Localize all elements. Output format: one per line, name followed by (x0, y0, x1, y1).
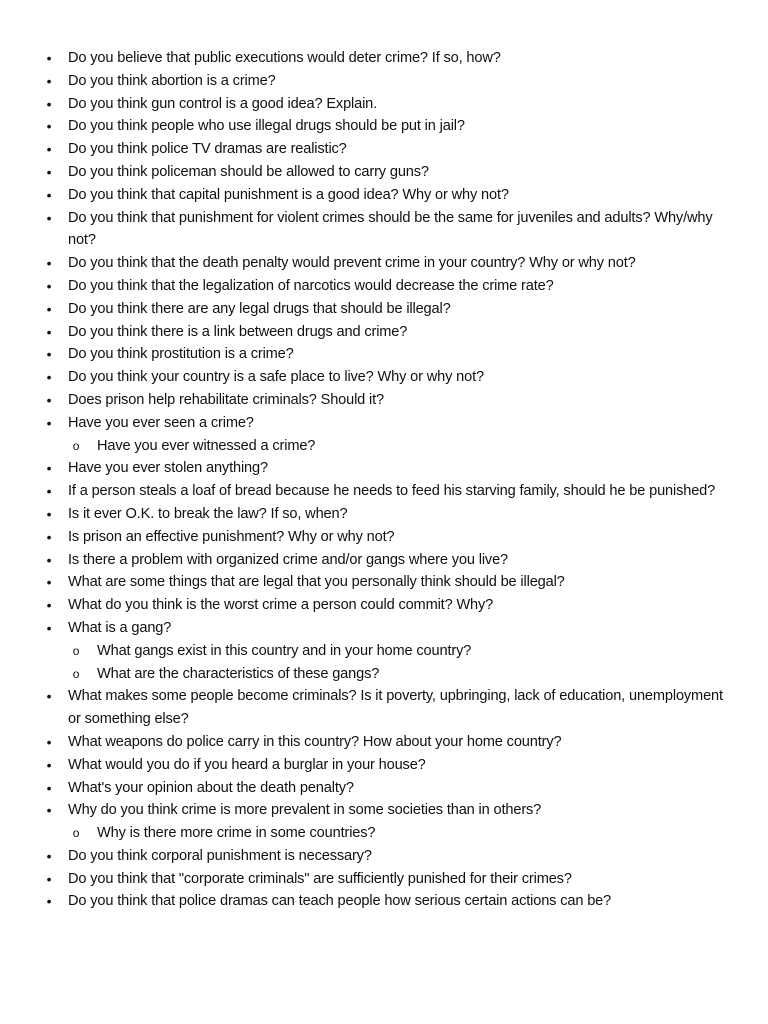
question-item (0, 184, 768, 207)
bullet-icon: • (46, 893, 52, 910)
bullet-icon: • (46, 323, 52, 340)
question-text: If a person steals a loaf of bread because he needs to feed his starving family, should he be punished? (68, 483, 716, 500)
bullet-icon: • (46, 163, 52, 180)
question-text: Do you think that police dramas can teach people how serious certain actions can be? (68, 893, 612, 910)
question-text: Does prison help rehabilitate criminals? Should it? (68, 391, 385, 408)
bullet-icon: • (46, 414, 52, 431)
bullet-icon: • (46, 733, 52, 750)
question-item (0, 845, 768, 868)
hollow-bullet-icon: o (72, 666, 80, 681)
bullet-icon: • (46, 72, 52, 89)
question-item (0, 321, 768, 344)
bullet-icon: • (46, 483, 52, 500)
bullet-icon: • (46, 847, 52, 864)
bullet-icon: • (46, 95, 52, 112)
question-text: Do you think prostitution is a crime? (68, 346, 294, 363)
bullet-icon: • (46, 391, 52, 408)
question-text: Do you think gun control is a good idea? Explain. (68, 95, 378, 112)
question-text: Why is there more crime in some countries? (97, 825, 376, 842)
bullet-icon: • (46, 597, 52, 614)
bullet-icon: • (46, 528, 52, 545)
question-text: Why do you think crime is more prevalent in some societies than in others? (68, 802, 542, 819)
question-text: Do you think your country is a safe place to live? Why or why not? (68, 369, 484, 386)
question-item (0, 47, 768, 70)
bullet-icon: • (46, 255, 52, 272)
question-text: Do you think there are any legal drugs that should be illegal? (68, 300, 451, 317)
question-item (0, 93, 768, 116)
question-item (0, 275, 768, 298)
question-text: What gangs exist in this country and in your home country? (97, 642, 472, 659)
question-text: Is there a problem with organized crime and/or gangs where you live? (68, 551, 509, 568)
question-text: Have you ever seen a crime? (68, 414, 254, 431)
question-item (0, 890, 768, 913)
bullet-icon: • (46, 346, 52, 363)
bullet-icon: • (46, 688, 52, 705)
question-text: Do you think that the death penalty would prevent crime in your country? Why or why not? (68, 255, 636, 272)
question-item (0, 480, 768, 503)
question-item (0, 252, 768, 275)
question-item (0, 343, 768, 366)
bullet-icon: • (46, 186, 52, 203)
question-text: Do you think policeman should be allowed to carry guns? (68, 163, 429, 180)
question-item (0, 457, 768, 480)
question-text: Do you think that capital punishment is a good idea? Why or why not? (68, 186, 509, 203)
question-text: Have you ever stolen anything? (68, 460, 268, 477)
question-text: What weapons do police carry in this country? How about your home country? (68, 733, 562, 750)
question-item (0, 161, 768, 184)
question-text: Do you think corporal punishment is necessary? (68, 847, 372, 864)
question-text: Do you believe that public executions would deter crime? If so, how? (68, 50, 501, 66)
question-item (0, 549, 768, 572)
question-text: What would you do if you heard a burglar in your house? (68, 756, 426, 773)
bullet-icon: • (46, 802, 52, 819)
question-item (0, 868, 768, 891)
question-item (0, 366, 768, 389)
sub-question-item (0, 822, 768, 845)
question-text: Is it ever O.K. to break the law? If so, when? (68, 505, 348, 522)
sub-question-item (0, 640, 768, 663)
sub-question-item (0, 663, 768, 686)
bullet-icon: • (46, 460, 52, 477)
question-text: What is a gang? (68, 619, 172, 636)
bullet-icon: • (46, 870, 52, 887)
question-item (0, 503, 768, 526)
hollow-bullet-icon: o (72, 826, 80, 841)
bullet-icon: • (46, 300, 52, 317)
question-item (0, 777, 768, 800)
question-list (0, 47, 768, 913)
question-text: Do you think there is a link between drugs and crime? (68, 323, 408, 340)
question-text: Is prison an effective punishment? Why or why not? (68, 528, 395, 545)
question-item (0, 298, 768, 321)
question-item (0, 617, 768, 640)
question-text: What makes some people become criminals? Is it poverty, upbringing, lack of education, unemployment or something else? (68, 688, 723, 728)
bullet-icon: • (46, 277, 52, 294)
question-text: Do you think abortion is a crime? (68, 72, 276, 89)
question-item (0, 594, 768, 617)
question-item (0, 138, 768, 161)
question-item (0, 389, 768, 412)
bullet-icon: • (46, 505, 52, 522)
bullet-icon: • (46, 574, 52, 591)
bullet-icon: • (46, 141, 52, 158)
question-item (0, 115, 768, 138)
question-text: Do you think that "corporate criminals" are sufficiently punished for their crimes? (68, 870, 572, 887)
question-item (0, 731, 768, 754)
bullet-icon: • (46, 50, 52, 66)
question-item (0, 70, 768, 93)
bullet-icon: • (46, 779, 52, 796)
sub-question-item (0, 435, 768, 458)
question-item (0, 685, 768, 731)
question-text: What are the characteristics of these gangs? (97, 665, 380, 682)
question-text: Do you think police TV dramas are realistic? (68, 141, 347, 158)
question-item (0, 526, 768, 549)
question-text: Do you think that the legalization of narcotics would decrease the crime rate? (68, 277, 554, 294)
question-item (0, 412, 768, 435)
bullet-icon: • (46, 118, 52, 135)
question-item (0, 207, 768, 253)
question-text: Do you think that punishment for violent crimes should be the same for juveniles and adults? Why/why not? (68, 209, 713, 249)
question-item (0, 571, 768, 594)
bullet-icon: • (46, 551, 52, 568)
question-text: Have you ever witnessed a crime? (97, 437, 316, 454)
hollow-bullet-icon: o (72, 438, 80, 453)
question-text: What do you think is the worst crime a person could commit? Why? (68, 597, 494, 614)
bullet-icon: • (46, 619, 52, 636)
question-item (0, 754, 768, 777)
question-text: Do you think people who use illegal drugs should be put in jail? (68, 118, 465, 135)
question-text: What are some things that are legal that you personally think should be illegal? (68, 574, 565, 591)
question-item (0, 799, 768, 822)
bullet-icon: • (46, 369, 52, 386)
bullet-icon: • (46, 209, 52, 226)
question-text: What's your opinion about the death penalty? (68, 779, 354, 796)
bullet-icon: • (46, 756, 52, 773)
hollow-bullet-icon: o (72, 643, 80, 658)
